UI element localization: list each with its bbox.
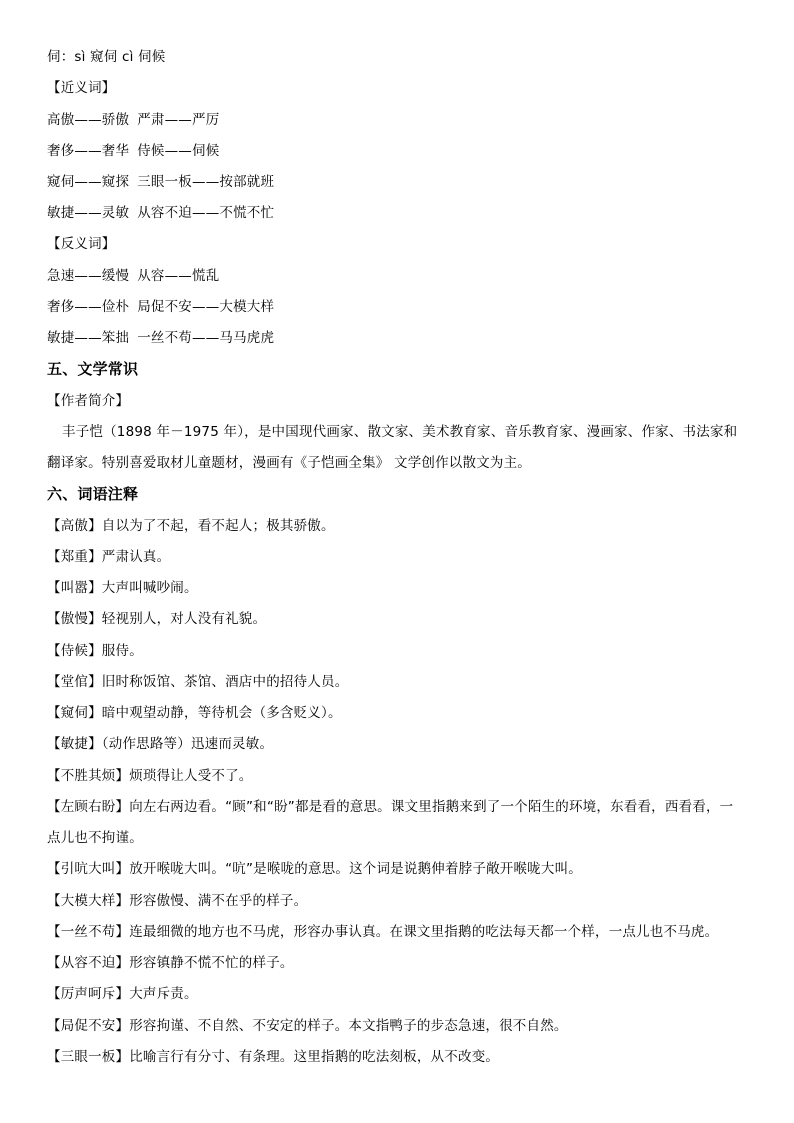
synonym-pair: 三眼一板——按部就班 — [137, 174, 275, 190]
antonym-pair: 急速——缓慢 — [47, 268, 130, 284]
synonyms-title: 【近义词】 — [47, 80, 116, 96]
antonym-row — [47, 328, 752, 348]
antonyms-title: 【反义词】 — [47, 236, 116, 252]
synonym-row — [47, 172, 752, 192]
glossary-entry: 【一丝不苟】连最细微的地方也不马虎，形容办事认真。在课文里指鹅的吃法每天都一个样，一点儿也不马虎。 — [47, 924, 719, 940]
author-intro-label: 【作者简介】 — [47, 393, 130, 409]
synonym-pair: 从容不迫——不慌不忙 — [137, 205, 275, 221]
glossary-entry: 【左顾右盼】向左右两边看。“顾”和“盼”都是看的意思。课文里指鹅来到了一个陌生的环境，东看看，西看看，一 — [47, 799, 734, 815]
glossary-entry: 【从容不迫】形容镇静不慌不忙的样子。 — [47, 955, 294, 971]
antonym-row — [47, 266, 752, 286]
glossary-entry: 【郑重】严肃认真。 — [47, 549, 171, 565]
antonym-pair: 局促不安——大模大样 — [137, 299, 275, 315]
glossary-entry: 【叫嚣】大声叫喊吵闹。 — [47, 580, 198, 596]
glossary-entry: 【敏捷】（动作思路等）迅速而灵敏。 — [47, 736, 274, 752]
antonym-pair: 敏捷——笨拙 — [47, 330, 130, 346]
glossary-entry: 【窥伺】暗中观望动静，等待机会（多含贬义）。 — [47, 705, 342, 721]
synonym-pair: 奢侈——奢华 — [47, 143, 130, 159]
pinyin-line: 伺：sì 窥伺 cì 伺候 — [47, 49, 166, 65]
synonym-pair: 高傲——骄傲 — [47, 112, 130, 128]
glossary-entry: 【侍候】服侍。 — [47, 643, 143, 659]
synonym-pair: 侍候——伺候 — [137, 143, 220, 159]
glossary-entry: 【局促不安】形容拘谨、不自然、不安定的样子。本文指鸭子的步态急速，很不自然。 — [47, 1018, 568, 1034]
glossary-entry: 【高傲】自以为了不起，看不起人；极其骄傲。 — [47, 518, 335, 534]
glossary-entry: 【厉声呵斥】大声斥责。 — [47, 986, 198, 1002]
author-intro-text: 丰子恺（1898 年－1975 年），是中国现代画家、散文家、美术教育家、音乐教育家、漫画家、作家、书法家和 — [62, 424, 738, 440]
glossary-entry: 【傲慢】轻视别人，对人没有礼貌。 — [47, 611, 267, 627]
glossary-entry: 【不胜其烦】烦琐得让人受不了。 — [47, 768, 253, 784]
synonym-row — [47, 203, 752, 223]
synonym-row — [47, 141, 752, 161]
synonym-pair: 窥伺——窥探 — [47, 174, 130, 190]
antonym-pair: 奢侈——俭朴 — [47, 299, 130, 315]
author-intro-text: 翻译家。特别喜爱取材儿童题材，漫画有《子恺画全集》 文学创作以散文为主。 — [47, 455, 531, 471]
glossary-entry: 【三眼一板】比喻言行有分寸、有条理。这里指鹅的吃法刻板，从不改变。 — [47, 1049, 500, 1065]
glossary-entry: 【堂倌】旧时称饭馆、茶馆、酒店中的招待人员。 — [47, 674, 349, 690]
glossary-entry: 【引吭大叫】放开喉咙大叫。“吭”是喉咙的意思。这个词是说鹅伸着脖子敞开喉咙大叫。 — [47, 861, 582, 877]
antonym-pair: 一丝不苟——马马虎虎 — [137, 330, 275, 346]
section-heading-literature: 五、文学常识 — [47, 360, 139, 378]
antonym-pair: 从容——慌乱 — [137, 268, 220, 284]
synonym-pair: 敏捷——灵敏 — [47, 205, 130, 221]
section-heading-glossary: 六、词语注释 — [47, 485, 139, 503]
glossary-entry-continuation: 点儿也不拘谨。 — [47, 830, 143, 846]
synonym-row — [47, 110, 752, 130]
glossary-entry: 【大模大样】形容傲慢、满不在乎的样子。 — [47, 893, 308, 909]
synonym-pair: 严肃——严厉 — [137, 112, 220, 128]
antonym-row — [47, 297, 752, 317]
